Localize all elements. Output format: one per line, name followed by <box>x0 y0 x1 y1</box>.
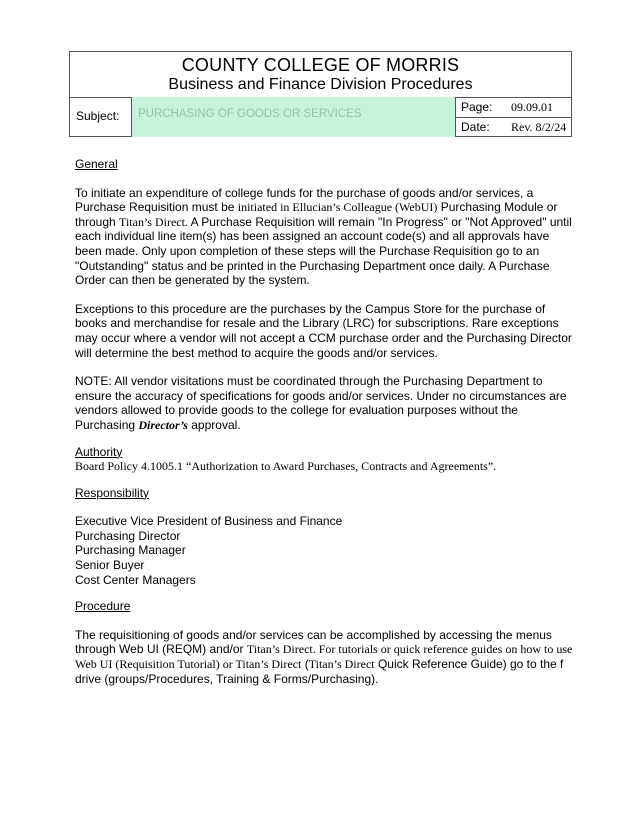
general-heading: General <box>75 157 118 171</box>
responsibility-item: Executive Vice President of Business and Finance <box>75 514 343 529</box>
text-run-serif: Titan’s Direct. <box>246 642 316 657</box>
text-run-serif: initiated in Ellucian’s Colleague (WebUI) <box>237 200 438 215</box>
responsibility-heading: Responsibility <box>75 485 150 500</box>
note-paragraph <box>75 374 575 432</box>
subject-label: Subject: <box>76 109 120 123</box>
text-run-bold-italic: Director’s <box>138 417 188 432</box>
meta-column <box>455 97 572 137</box>
text-run: A Purchase Requisition will remain "In Progress" or "Not Approved" until each individual line item(s) has been assigned an account code(s) and all approvals have been made. Only upon completion of these steps will the Purchase Requisition go to an "Outstanding" status and be printed in the Purchasing Department once daily. A Purchase Order can then be generated by the system. <box>75 214 572 288</box>
responsibility-item: Purchasing Director <box>75 528 181 543</box>
procedure-heading: Procedure <box>75 599 131 614</box>
procedure-paragraph <box>75 628 575 686</box>
general-paragraph-2: Exceptions to this procedure are the purchases by the Campus Store for the purchase of books and merchandise for resale and the Library (LRC) for subscriptions. Rare exceptions may occur where a vendor will not accept a CCM purchase order and the Purchasing Director will determine the best method to acquire the goods and/or services. <box>75 301 572 360</box>
division-name: Business and Finance Division Procedures <box>168 76 473 93</box>
text-run-serif: Titan’s Direct <box>235 657 302 672</box>
date-value: Rev. 8/2/24 <box>511 120 567 134</box>
page-value: 09.09.01 <box>511 100 553 114</box>
text-run: The requisitioning of goods and/or services can be accomplished by accessing the menus through Web UI (REQM) and/or <box>75 627 552 657</box>
title-row <box>70 52 571 98</box>
document-body <box>75 157 575 686</box>
page-label: Page: <box>461 100 493 114</box>
subject-value: PURCHASING OF GOODS OR SERVICES <box>138 108 362 120</box>
responsibility-item: Cost Center Managers <box>75 572 196 587</box>
date-label: Date: <box>461 120 490 134</box>
page-row <box>456 97 572 118</box>
text-run-serif: Titan’s Direct. <box>119 214 188 229</box>
text-run: Purchasing Module or through <box>75 200 558 229</box>
text-run: To initiate an expenditure of college funds for the purchase of goods and/or services, a Purchase Requisition must be <box>75 185 534 215</box>
text-run: NOTE: All vendor visitations must be coordinated through the Purchasing Department to ensure the accuracy of specifications for goods and/or services. Under no circumstances are vendors allowed to provide goods to the college for evaluation purposes without the Purchasing <box>75 374 567 432</box>
text-run: approval. <box>187 417 241 432</box>
text-run: Quick Reference Guide) go to the f drive (groups/Procedures, Training & Forms/Purchasing). <box>75 657 564 686</box>
text-run-serif: For tutorials or quick reference guides on how to use Web UI (Requisition Tutorial) or <box>75 642 573 672</box>
text-run-serif: Titan’s Direct <box>308 657 375 672</box>
authority-text: Board Policy 4.1005.1 “Authorization to Award Purchases, Contracts and Agreements”. <box>75 459 497 474</box>
header-table <box>69 51 572 137</box>
general-paragraph-1 <box>75 186 575 288</box>
authority-heading: Authority <box>75 444 123 459</box>
subject-cell <box>131 97 455 137</box>
responsibility-item: Purchasing Manager <box>75 543 186 558</box>
college-name: COUNTY COLLEGE OF MORRIS <box>181 55 460 75</box>
date-row <box>456 117 572 137</box>
responsibility-item: Senior Buyer <box>75 558 145 573</box>
text-run: ( <box>301 657 309 672</box>
